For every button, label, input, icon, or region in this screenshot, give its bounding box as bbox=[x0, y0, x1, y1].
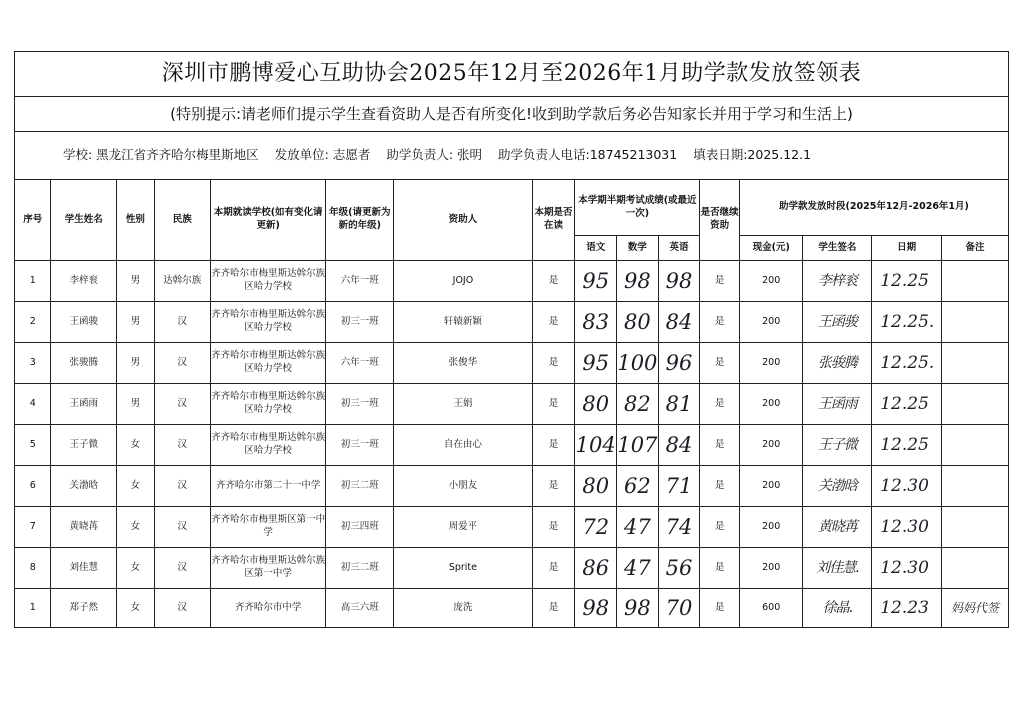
cell-chinese: 95 bbox=[575, 261, 617, 302]
cell-math: 47 bbox=[617, 548, 659, 589]
cell-continue: 是 bbox=[700, 302, 740, 343]
cell-ethnicity: 汉 bbox=[154, 548, 210, 589]
cell-math: 47 bbox=[617, 507, 659, 548]
cell-remark bbox=[942, 425, 1009, 466]
cell-chinese: 86 bbox=[575, 548, 617, 589]
cell-sponsor: 周爱平 bbox=[394, 507, 533, 548]
cell-continue: 是 bbox=[700, 466, 740, 507]
table-row bbox=[15, 466, 1009, 507]
cell-sponsor: 王娟 bbox=[394, 384, 533, 425]
sign-off-table bbox=[14, 51, 1009, 628]
header-ethnicity: 民族 bbox=[154, 180, 210, 261]
cell-name: 王函骏 bbox=[51, 302, 117, 343]
header-cash: 现金(元) bbox=[739, 236, 803, 261]
cell-remark bbox=[942, 384, 1009, 425]
cell-remark bbox=[942, 466, 1009, 507]
cell-continue: 是 bbox=[700, 384, 740, 425]
cell-sponsor: Sprite bbox=[394, 548, 533, 589]
cell-name: 李梓衮 bbox=[51, 261, 117, 302]
header-period: 助学款发放时段(2025年12月-2026年1月) bbox=[739, 180, 1008, 236]
cell-school: 齐齐哈尔市梅里斯达斡尔族区哈力学校 bbox=[210, 425, 326, 466]
cell-english: 84 bbox=[658, 425, 700, 466]
cell-date: 12.25 bbox=[872, 261, 942, 302]
cell-math: 80 bbox=[617, 302, 659, 343]
cell-school: 齐齐哈尔市梅里斯区第一中学 bbox=[210, 507, 326, 548]
cell-english: 84 bbox=[658, 302, 700, 343]
cell-school: 齐齐哈尔市梅里斯达斡尔族区哈力学校 bbox=[210, 343, 326, 384]
cell-seq: 3 bbox=[15, 343, 51, 384]
cell-continue: 是 bbox=[700, 548, 740, 589]
cell-school: 齐齐哈尔市梅里斯达斡尔族区第一中学 bbox=[210, 548, 326, 589]
notice-text: (特别提示:请老师们提示学生查看资助人是否有所变化!收到助学款后务必告知家长并用于学习和生活上) bbox=[15, 97, 1009, 132]
cell-gender: 男 bbox=[117, 343, 155, 384]
cell-english: 71 bbox=[658, 466, 700, 507]
cell-in-school: 是 bbox=[532, 261, 575, 302]
cell-school: 齐齐哈尔市第二十一中学 bbox=[210, 466, 326, 507]
cell-gender: 女 bbox=[117, 548, 155, 589]
header-english: 英语 bbox=[658, 236, 700, 261]
cell-signature: 王子微 bbox=[803, 425, 872, 466]
cell-english: 96 bbox=[658, 343, 700, 384]
cell-grade: 初三一班 bbox=[326, 425, 394, 466]
header-gender: 性别 bbox=[117, 180, 155, 261]
cell-name: 黄晓苒 bbox=[51, 507, 117, 548]
cell-grade: 高三六班 bbox=[326, 589, 394, 628]
info-row bbox=[15, 132, 1009, 180]
cell-date: 12.30 bbox=[872, 466, 942, 507]
cell-in-school: 是 bbox=[532, 425, 575, 466]
cell-ethnicity: 汉 bbox=[154, 425, 210, 466]
cell-sponsor: 自在由心 bbox=[394, 425, 533, 466]
cell-gender: 女 bbox=[117, 466, 155, 507]
cell-grade: 初三二班 bbox=[326, 548, 394, 589]
cell-name: 王函雨 bbox=[51, 384, 117, 425]
cell-cash: 600 bbox=[739, 589, 803, 628]
cell-math: 98 bbox=[617, 589, 659, 628]
cell-math: 62 bbox=[617, 466, 659, 507]
cell-gender: 女 bbox=[117, 507, 155, 548]
cell-in-school: 是 bbox=[532, 589, 575, 628]
cell-ethnicity: 汉 bbox=[154, 589, 210, 628]
cell-ethnicity: 汉 bbox=[154, 302, 210, 343]
cell-chinese: 98 bbox=[575, 589, 617, 628]
cell-math: 98 bbox=[617, 261, 659, 302]
cell-english: 56 bbox=[658, 548, 700, 589]
header-seq: 序号 bbox=[15, 180, 51, 261]
table-row bbox=[15, 507, 1009, 548]
cell-in-school: 是 bbox=[532, 302, 575, 343]
header-scores: 本学期半期考试成绩(或最近一次) bbox=[575, 180, 700, 236]
cell-english: 70 bbox=[658, 589, 700, 628]
cell-signature: 黄晓苒 bbox=[803, 507, 872, 548]
cell-seq: 1 bbox=[15, 589, 51, 628]
cell-date: 12.23 bbox=[872, 589, 942, 628]
cell-ethnicity: 达斡尔族 bbox=[154, 261, 210, 302]
cell-cash: 200 bbox=[739, 343, 803, 384]
cell-ethnicity: 汉 bbox=[154, 466, 210, 507]
cell-date: 12.30 bbox=[872, 507, 942, 548]
header-school: 本期就读学校(如有变化请更新) bbox=[210, 180, 326, 261]
table-row bbox=[15, 343, 1009, 384]
cell-english: 98 bbox=[658, 261, 700, 302]
cell-cash: 200 bbox=[739, 384, 803, 425]
cell-ethnicity: 汉 bbox=[154, 343, 210, 384]
info-issuer: 发放单位: 志愿者 bbox=[274, 147, 371, 163]
cell-chinese: 80 bbox=[575, 466, 617, 507]
cell-sponsor: 庞洗 bbox=[394, 589, 533, 628]
cell-school: 齐齐哈尔市梅里斯达斡尔族区哈力学校 bbox=[210, 384, 326, 425]
cell-name: 关渤晗 bbox=[51, 466, 117, 507]
table-row bbox=[15, 425, 1009, 466]
cell-seq: 1 bbox=[15, 261, 51, 302]
cell-english: 74 bbox=[658, 507, 700, 548]
cell-signature: 张骏腾 bbox=[803, 343, 872, 384]
cell-math: 82 bbox=[617, 384, 659, 425]
header-grade: 年级(请更新为新的年级) bbox=[326, 180, 394, 261]
cell-sponsor: 轩辕新颖 bbox=[394, 302, 533, 343]
cell-remark bbox=[942, 343, 1009, 384]
cell-signature: 刘佳慧. bbox=[803, 548, 872, 589]
cell-signature: 王函骏 bbox=[803, 302, 872, 343]
cell-grade: 初三二班 bbox=[326, 466, 394, 507]
header-date: 日期 bbox=[872, 236, 942, 261]
info-school: 学校: 黑龙江省齐齐哈尔梅里斯地区 bbox=[63, 147, 259, 163]
info-phone: 助学负责人电话:18745213031 bbox=[498, 147, 678, 163]
cell-in-school: 是 bbox=[532, 466, 575, 507]
page-title: 深圳市鹏博爱心互助协会2025年12月至2026年1月助学款发放签领表 bbox=[15, 52, 1009, 97]
cell-continue: 是 bbox=[700, 589, 740, 628]
cell-seq: 6 bbox=[15, 466, 51, 507]
header-sponsor: 资助人 bbox=[394, 180, 533, 261]
cell-chinese: 72 bbox=[575, 507, 617, 548]
cell-name: 王子微 bbox=[51, 425, 117, 466]
cell-gender: 男 bbox=[117, 302, 155, 343]
cell-seq: 2 bbox=[15, 302, 51, 343]
table-row bbox=[15, 302, 1009, 343]
cell-remark bbox=[942, 507, 1009, 548]
cell-in-school: 是 bbox=[532, 548, 575, 589]
cell-date: 12.25. bbox=[872, 302, 942, 343]
info-date: 填表日期:2025.12.1 bbox=[693, 147, 812, 163]
cell-cash: 200 bbox=[739, 425, 803, 466]
cell-chinese: 83 bbox=[575, 302, 617, 343]
cell-chinese: 95 bbox=[575, 343, 617, 384]
cell-ethnicity: 汉 bbox=[154, 507, 210, 548]
header-chinese: 语文 bbox=[575, 236, 617, 261]
cell-chinese: 104 bbox=[575, 425, 617, 466]
cell-name: 郑子然 bbox=[51, 589, 117, 628]
cell-continue: 是 bbox=[700, 261, 740, 302]
cell-sponsor: 张俊华 bbox=[394, 343, 533, 384]
header-remark: 备注 bbox=[942, 236, 1009, 261]
cell-in-school: 是 bbox=[532, 343, 575, 384]
cell-cash: 200 bbox=[739, 302, 803, 343]
cell-school: 齐齐哈尔市梅里斯达斡尔族区哈力学校 bbox=[210, 302, 326, 343]
cell-math: 100 bbox=[617, 343, 659, 384]
cell-remark bbox=[942, 548, 1009, 589]
cell-ethnicity: 汉 bbox=[154, 384, 210, 425]
cell-grade: 初三一班 bbox=[326, 302, 394, 343]
cell-remark: 妈妈代签 bbox=[942, 589, 1009, 628]
cell-name: 刘佳慧 bbox=[51, 548, 117, 589]
header-continue: 是否继续资助 bbox=[700, 180, 740, 261]
cell-signature: 李梓衮 bbox=[803, 261, 872, 302]
cell-gender: 男 bbox=[117, 384, 155, 425]
cell-name: 张骏腾 bbox=[51, 343, 117, 384]
cell-cash: 200 bbox=[739, 507, 803, 548]
cell-continue: 是 bbox=[700, 425, 740, 466]
cell-sponsor: JOJO bbox=[394, 261, 533, 302]
table-row bbox=[15, 589, 1009, 628]
cell-in-school: 是 bbox=[532, 384, 575, 425]
cell-gender: 女 bbox=[117, 589, 155, 628]
cell-date: 12.25. bbox=[872, 343, 942, 384]
cell-cash: 200 bbox=[739, 466, 803, 507]
cell-date: 12.25 bbox=[872, 384, 942, 425]
header-signature: 学生签名 bbox=[803, 236, 872, 261]
cell-remark bbox=[942, 302, 1009, 343]
header-in-school: 本期是否在读 bbox=[532, 180, 575, 261]
table-row bbox=[15, 548, 1009, 589]
cell-continue: 是 bbox=[700, 507, 740, 548]
cell-in-school: 是 bbox=[532, 507, 575, 548]
cell-seq: 4 bbox=[15, 384, 51, 425]
cell-signature: 王函雨 bbox=[803, 384, 872, 425]
table-row bbox=[15, 261, 1009, 302]
cell-continue: 是 bbox=[700, 343, 740, 384]
cell-date: 12.25 bbox=[872, 425, 942, 466]
table-row bbox=[15, 384, 1009, 425]
cell-grade: 初三四班 bbox=[326, 507, 394, 548]
cell-cash: 200 bbox=[739, 548, 803, 589]
cell-grade: 六年一班 bbox=[326, 261, 394, 302]
cell-gender: 女 bbox=[117, 425, 155, 466]
cell-seq: 7 bbox=[15, 507, 51, 548]
cell-gender: 男 bbox=[117, 261, 155, 302]
cell-school: 齐齐哈尔市中学 bbox=[210, 589, 326, 628]
cell-sponsor: 小朋友 bbox=[394, 466, 533, 507]
cell-remark bbox=[942, 261, 1009, 302]
cell-signature: 徐晶. bbox=[803, 589, 872, 628]
cell-school: 齐齐哈尔市梅里斯达斡尔族区哈力学校 bbox=[210, 261, 326, 302]
cell-grade: 六年一班 bbox=[326, 343, 394, 384]
cell-english: 81 bbox=[658, 384, 700, 425]
header-math: 数学 bbox=[617, 236, 659, 261]
cell-signature: 关渤晗 bbox=[803, 466, 872, 507]
cell-chinese: 80 bbox=[575, 384, 617, 425]
cell-seq: 5 bbox=[15, 425, 51, 466]
cell-date: 12.30 bbox=[872, 548, 942, 589]
cell-math: 107 bbox=[617, 425, 659, 466]
header-name: 学生姓名 bbox=[51, 180, 117, 261]
info-manager: 助学负责人: 张明 bbox=[386, 147, 483, 163]
cell-grade: 初三一班 bbox=[326, 384, 394, 425]
cell-cash: 200 bbox=[739, 261, 803, 302]
sign-off-sheet bbox=[14, 51, 1009, 628]
cell-seq: 8 bbox=[15, 548, 51, 589]
